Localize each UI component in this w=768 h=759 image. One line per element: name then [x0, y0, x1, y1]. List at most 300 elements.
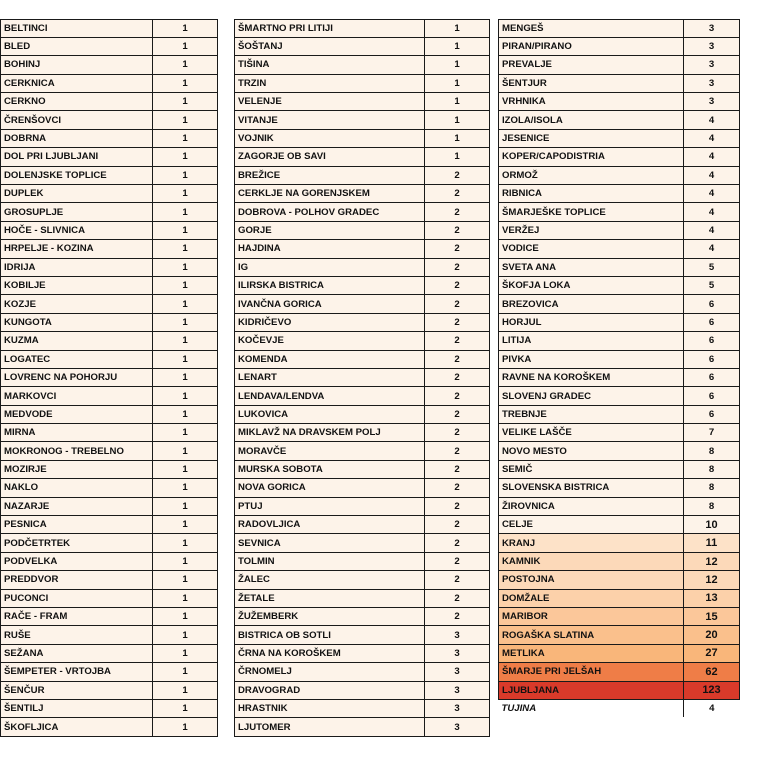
count-cell[interactable]: 6 [684, 350, 740, 368]
municipality-name-cell[interactable]: IVANČNA GORICA [235, 295, 425, 313]
count-cell[interactable]: 1 [153, 516, 218, 534]
count-cell[interactable]: 5 [684, 258, 740, 276]
municipality-name-cell[interactable]: ČRNOMELJ [235, 663, 425, 681]
table-row [1, 56, 218, 74]
table-row [1, 699, 218, 717]
table-row [499, 479, 740, 497]
municipality-name-cell[interactable]: CERKLJE NA GORENJSKEM [235, 185, 425, 203]
table-row [235, 276, 490, 294]
municipality-name-cell[interactable]: DOBROVA - POLHOV GRADEC [235, 203, 425, 221]
count-cell[interactable]: 1 [425, 148, 490, 166]
municipality-name-cell[interactable]: GROSUPLJE [1, 203, 153, 221]
municipality-name-cell[interactable]: PIVKA [499, 350, 684, 368]
count-cell[interactable]: 1 [153, 571, 218, 589]
municipality-name-cell[interactable]: MIKLAVŽ NA DRAVSKEM POLJ [235, 424, 425, 442]
count-cell[interactable]: 1 [153, 497, 218, 515]
count-cell[interactable]: 2 [425, 185, 490, 203]
municipality-name-cell[interactable]: HOČE - SLIVNICA [1, 221, 153, 239]
count-cell[interactable]: 1 [153, 699, 218, 717]
count-cell[interactable]: 6 [684, 405, 740, 423]
municipality-name-cell[interactable]: HRASTNIK [235, 699, 425, 717]
municipality-name-cell[interactable]: ŠMARTNO PRI LITIJI [235, 19, 425, 37]
table-row [235, 460, 490, 478]
municipality-name-cell[interactable]: KUNGOTA [1, 313, 153, 331]
municipality-name-cell[interactable]: NOVO MESTO [499, 442, 684, 460]
municipality-name-cell[interactable]: LJUBLJANA [499, 681, 684, 699]
count-cell[interactable]: 5 [684, 276, 740, 294]
municipality-name-cell[interactable]: BOHINJ [1, 56, 153, 74]
count-cell[interactable]: 27 [684, 644, 740, 662]
table-row [499, 534, 740, 552]
count-cell[interactable]: 123 [684, 681, 740, 699]
municipality-name-cell[interactable]: DRAVOGRAD [235, 681, 425, 699]
count-cell[interactable]: 2 [425, 589, 490, 607]
count-cell[interactable]: 3 [425, 644, 490, 662]
count-cell[interactable]: 8 [684, 442, 740, 460]
table-row [1, 129, 218, 147]
table-row [235, 699, 490, 717]
municipality-name-cell[interactable]: KOPER/CAPODISTRIA [499, 148, 684, 166]
count-cell[interactable]: 1 [153, 387, 218, 405]
count-cell[interactable]: 1 [153, 681, 218, 699]
municipality-name-cell[interactable]: DOL PRI LJUBLJANI [1, 148, 153, 166]
municipality-name-cell[interactable]: MOKRONOG - TREBELNO [1, 442, 153, 460]
table-row [235, 166, 490, 184]
table-row [499, 442, 740, 460]
count-cell[interactable]: 1 [153, 424, 218, 442]
count-cell[interactable]: 2 [425, 387, 490, 405]
municipality-name-cell[interactable]: VOJNIK [235, 129, 425, 147]
count-cell[interactable]: 1 [425, 19, 490, 37]
municipality-name-cell[interactable]: BISTRICA OB SOTLI [235, 626, 425, 644]
count-cell[interactable]: 1 [153, 93, 218, 111]
municipality-name-cell[interactable]: SLOVENJ GRADEC [499, 387, 684, 405]
table-row [235, 534, 490, 552]
table-row [499, 203, 740, 221]
table-row [235, 19, 490, 37]
count-cell[interactable]: 3 [684, 19, 740, 37]
municipality-name-cell[interactable]: ČRNA NA KOROŠKEM [235, 644, 425, 662]
municipality-name-cell[interactable]: MOZIRJE [1, 460, 153, 478]
municipality-name-cell[interactable]: JESENICE [499, 129, 684, 147]
count-cell[interactable]: 6 [684, 313, 740, 331]
count-cell[interactable]: 8 [684, 460, 740, 478]
count-cell[interactable]: 1 [153, 203, 218, 221]
municipality-name-cell[interactable]: CELJE [499, 516, 684, 534]
count-cell[interactable]: 4 [684, 148, 740, 166]
table-row [499, 589, 740, 607]
count-cell[interactable]: 6 [684, 387, 740, 405]
count-cell[interactable]: 1 [153, 166, 218, 184]
count-cell[interactable]: 4 [684, 221, 740, 239]
count-cell[interactable]: 12 [684, 571, 740, 589]
table-row [1, 185, 218, 203]
municipality-name-cell[interactable]: RAVNE NA KOROŠKEM [499, 368, 684, 386]
count-cell[interactable]: 11 [684, 534, 740, 552]
count-cell[interactable]: 3 [425, 699, 490, 717]
table-row [235, 368, 490, 386]
municipality-name-cell[interactable]: ŠOŠTANJ [235, 37, 425, 55]
table-row [1, 479, 218, 497]
table-row [1, 644, 218, 662]
count-cell[interactable]: 1 [425, 37, 490, 55]
municipality-name-cell[interactable]: ORMOŽ [499, 166, 684, 184]
count-cell[interactable]: 2 [425, 479, 490, 497]
count-cell[interactable]: 2 [425, 295, 490, 313]
count-cell[interactable]: 1 [153, 19, 218, 37]
count-cell[interactable]: 1 [153, 608, 218, 626]
count-cell[interactable]: 1 [425, 111, 490, 129]
municipality-name-cell[interactable]: ŠENTILJ [1, 699, 153, 717]
municipality-name-cell[interactable]: DOBRNA [1, 129, 153, 147]
table-row [235, 424, 490, 442]
count-cell[interactable]: 2 [425, 240, 490, 258]
municipality-name-cell[interactable]: SLOVENSKA BISTRICA [499, 479, 684, 497]
count-cell[interactable]: 1 [153, 332, 218, 350]
count-cell[interactable]: 8 [684, 497, 740, 515]
municipality-name-cell[interactable]: PREDDVOR [1, 571, 153, 589]
table-row [499, 608, 740, 626]
municipality-name-cell[interactable]: LUKOVICA [235, 405, 425, 423]
municipality-name-cell[interactable]: MIRNA [1, 424, 153, 442]
municipality-name-cell[interactable]: ŽUŽEMBERK [235, 608, 425, 626]
table-row [499, 699, 740, 717]
count-cell[interactable]: 2 [425, 571, 490, 589]
count-cell[interactable]: 2 [425, 368, 490, 386]
municipality-name-cell[interactable]: METLIKA [499, 644, 684, 662]
municipality-name-cell[interactable]: TOLMIN [235, 552, 425, 570]
count-cell[interactable]: 3 [684, 93, 740, 111]
table-row [235, 129, 490, 147]
municipality-name-cell[interactable]: IG [235, 258, 425, 276]
municipality-name-cell[interactable]: GORJE [235, 221, 425, 239]
table-row [235, 608, 490, 626]
municipality-name-cell[interactable]: NAKLO [1, 479, 153, 497]
count-cell[interactable]: 3 [684, 37, 740, 55]
count-cell[interactable]: 1 [153, 718, 218, 736]
municipality-name-cell[interactable]: RUŠE [1, 626, 153, 644]
count-cell[interactable]: 1 [153, 313, 218, 331]
table-row [235, 111, 490, 129]
table-row [499, 663, 740, 681]
municipality-name-cell[interactable]: HAJDINA [235, 240, 425, 258]
municipality-name-cell[interactable]: LITIJA [499, 332, 684, 350]
count-cell[interactable]: 3 [425, 626, 490, 644]
municipality-name-cell[interactable]: DUPLEK [1, 185, 153, 203]
count-cell[interactable]: 2 [425, 552, 490, 570]
municipality-name-cell[interactable]: SEMIČ [499, 460, 684, 478]
table-row [1, 221, 218, 239]
count-cell[interactable]: 3 [425, 681, 490, 699]
table-row [1, 424, 218, 442]
count-cell[interactable]: 4 [684, 699, 740, 717]
municipality-name-cell[interactable]: MORAVČE [235, 442, 425, 460]
count-cell[interactable]: 1 [153, 626, 218, 644]
municipality-name-cell[interactable]: VITANJE [235, 111, 425, 129]
count-cell[interactable]: 1 [153, 534, 218, 552]
count-cell[interactable]: 4 [684, 203, 740, 221]
municipality-name-cell[interactable]: MARKOVCI [1, 387, 153, 405]
count-cell[interactable]: 4 [684, 166, 740, 184]
table-row [499, 129, 740, 147]
count-cell[interactable]: 6 [684, 332, 740, 350]
count-cell[interactable]: 1 [153, 589, 218, 607]
municipality-name-cell[interactable]: LENART [235, 368, 425, 386]
municipality-name-cell[interactable]: PIRAN/PIRANO [499, 37, 684, 55]
table-row [235, 332, 490, 350]
table-row [1, 626, 218, 644]
count-cell[interactable]: 2 [425, 350, 490, 368]
count-cell[interactable]: 1 [153, 663, 218, 681]
count-cell[interactable]: 6 [684, 368, 740, 386]
municipality-name-cell[interactable]: IZOLA/ISOLA [499, 111, 684, 129]
count-cell[interactable]: 2 [425, 442, 490, 460]
municipality-name-cell[interactable]: NOVA GORICA [235, 479, 425, 497]
count-cell[interactable]: 12 [684, 552, 740, 570]
municipality-name-cell[interactable]: KUZMA [1, 332, 153, 350]
count-cell[interactable]: 1 [153, 276, 218, 294]
table-row [235, 663, 490, 681]
count-cell[interactable]: 62 [684, 663, 740, 681]
count-cell[interactable]: 10 [684, 516, 740, 534]
table-row [1, 608, 218, 626]
count-cell[interactable]: 1 [153, 295, 218, 313]
table-column-1 [0, 19, 218, 737]
table-row [1, 313, 218, 331]
table-row [235, 313, 490, 331]
count-cell[interactable]: 20 [684, 626, 740, 644]
count-cell[interactable]: 2 [425, 258, 490, 276]
municipality-name-cell[interactable]: MURSKA SOBOTA [235, 460, 425, 478]
table-row [499, 681, 740, 699]
count-cell[interactable]: 1 [153, 148, 218, 166]
table-row [499, 313, 740, 331]
table-row [235, 350, 490, 368]
municipality-name-cell[interactable]: ČRENŠOVCI [1, 111, 153, 129]
count-cell[interactable]: 1 [153, 221, 218, 239]
table-row [499, 516, 740, 534]
count-cell[interactable]: 1 [153, 74, 218, 92]
municipality-name-cell[interactable]: PTUJ [235, 497, 425, 515]
municipality-name-cell[interactable]: ZAGORJE OB SAVI [235, 148, 425, 166]
table-row [235, 295, 490, 313]
municipality-name-cell[interactable]: VRHNIKA [499, 93, 684, 111]
count-cell[interactable]: 2 [425, 221, 490, 239]
table-row [499, 644, 740, 662]
municipality-name-cell[interactable]: BLED [1, 37, 153, 55]
table-row [235, 185, 490, 203]
municipality-name-cell[interactable]: ŽALEC [235, 571, 425, 589]
table-row [1, 663, 218, 681]
municipality-name-cell[interactable]: VELENJE [235, 93, 425, 111]
municipality-name-cell[interactable]: PESNICA [1, 516, 153, 534]
municipality-name-cell[interactable]: ŠKOFJA LOKA [499, 276, 684, 294]
municipality-name-cell[interactable]: MARIBOR [499, 608, 684, 626]
municipality-name-cell[interactable]: KIDRIČEVO [235, 313, 425, 331]
municipality-name-cell[interactable]: LJUTOMER [235, 718, 425, 736]
table-row [1, 534, 218, 552]
municipality-name-cell[interactable]: CERKNO [1, 93, 153, 111]
municipality-name-cell[interactable]: HRPELJE - KOZINA [1, 240, 153, 258]
municipality-name-cell[interactable]: POSTOJNA [499, 571, 684, 589]
count-cell[interactable]: 15 [684, 608, 740, 626]
count-cell[interactable]: 1 [425, 74, 490, 92]
count-cell[interactable]: 1 [153, 552, 218, 570]
municipality-name-cell[interactable]: BELTINCI [1, 19, 153, 37]
count-cell[interactable]: 2 [425, 460, 490, 478]
municipality-name-cell[interactable]: ŽETALE [235, 589, 425, 607]
count-cell[interactable]: 2 [425, 313, 490, 331]
count-cell[interactable]: 1 [153, 442, 218, 460]
count-cell[interactable]: 1 [153, 111, 218, 129]
table-row [1, 442, 218, 460]
count-cell[interactable]: 3 [425, 663, 490, 681]
count-cell[interactable]: 4 [684, 111, 740, 129]
count-cell[interactable]: 1 [425, 56, 490, 74]
municipality-name-cell[interactable]: LENDAVA/LENDVA [235, 387, 425, 405]
municipality-name-cell[interactable]: MENGEŠ [499, 19, 684, 37]
count-cell[interactable]: 2 [425, 608, 490, 626]
municipality-name-cell[interactable]: BREZOVICA [499, 295, 684, 313]
municipality-name-cell[interactable]: KRANJ [499, 534, 684, 552]
municipality-name-cell[interactable]: ILIRSKA BISTRICA [235, 276, 425, 294]
table-row [235, 626, 490, 644]
municipality-name-cell[interactable]: DOMŽALE [499, 589, 684, 607]
municipality-name-cell[interactable]: KAMNIK [499, 552, 684, 570]
municipality-name-cell[interactable]: KOZJE [1, 295, 153, 313]
table-row [499, 552, 740, 570]
table-row [499, 571, 740, 589]
municipality-name-cell[interactable]: ŠENTJUR [499, 74, 684, 92]
municipality-name-cell[interactable]: ŠMARJEŠKE TOPLICE [499, 203, 684, 221]
count-cell[interactable]: 8 [684, 479, 740, 497]
table-row [499, 148, 740, 166]
count-cell[interactable]: 3 [684, 74, 740, 92]
count-cell[interactable]: 3 [425, 718, 490, 736]
count-cell[interactable]: 2 [425, 203, 490, 221]
municipality-name-cell[interactable]: LOVRENC NA POHORJU [1, 368, 153, 386]
municipality-name-cell[interactable]: HORJUL [499, 313, 684, 331]
count-cell[interactable]: 1 [153, 368, 218, 386]
count-cell[interactable]: 13 [684, 589, 740, 607]
count-cell[interactable]: 2 [425, 166, 490, 184]
municipality-name-cell[interactable]: PODVELKA [1, 552, 153, 570]
municipality-name-cell[interactable]: BREŽICE [235, 166, 425, 184]
table-row [1, 387, 218, 405]
municipality-name-cell[interactable]: VODICE [499, 240, 684, 258]
count-cell[interactable]: 6 [684, 295, 740, 313]
municipality-name-cell[interactable]: CERKNICA [1, 74, 153, 92]
municipality-name-cell[interactable]: PODČETRTEK [1, 534, 153, 552]
count-cell[interactable]: 1 [153, 644, 218, 662]
municipality-name-cell[interactable]: KOBILJE [1, 276, 153, 294]
count-cell[interactable]: 1 [425, 93, 490, 111]
municipality-name-cell[interactable]: VELIKE LAŠČE [499, 424, 684, 442]
table-row [499, 350, 740, 368]
table-row [499, 93, 740, 111]
count-cell[interactable]: 1 [153, 479, 218, 497]
count-cell[interactable]: 1 [153, 258, 218, 276]
municipality-name-cell[interactable]: TRZIN [235, 74, 425, 92]
municipality-name-cell[interactable]: PUCONCI [1, 589, 153, 607]
municipality-name-cell[interactable]: ŠKOFLJICA [1, 718, 153, 736]
table-row [1, 497, 218, 515]
municipality-name-cell[interactable]: ŠMARJE PRI JELŠAH [499, 663, 684, 681]
municipality-name-cell[interactable]: SVETA ANA [499, 258, 684, 276]
count-cell[interactable]: 1 [153, 185, 218, 203]
municipality-name-cell[interactable]: TREBNJE [499, 405, 684, 423]
municipality-name-cell[interactable]: ŠENČUR [1, 681, 153, 699]
table-row [499, 240, 740, 258]
table-row [499, 185, 740, 203]
municipality-name-cell[interactable]: TUJINA [499, 699, 684, 717]
municipality-name-cell[interactable]: PREVALJE [499, 56, 684, 74]
municipality-name-cell[interactable]: IDRIJA [1, 258, 153, 276]
count-cell[interactable]: 2 [425, 276, 490, 294]
count-cell[interactable]: 7 [684, 424, 740, 442]
count-cell[interactable]: 2 [425, 424, 490, 442]
count-cell[interactable]: 1 [425, 129, 490, 147]
table-row [499, 497, 740, 515]
municipality-name-cell[interactable]: ŠEMPETER - VRTOJBA [1, 663, 153, 681]
municipality-name-cell[interactable]: ROGAŠKA SLATINA [499, 626, 684, 644]
municipality-name-cell[interactable]: MEDVODE [1, 405, 153, 423]
count-cell[interactable]: 2 [425, 332, 490, 350]
table-row [1, 19, 218, 37]
municipality-name-cell[interactable]: TIŠINA [235, 56, 425, 74]
count-cell[interactable]: 1 [153, 240, 218, 258]
count-cell[interactable]: 4 [684, 240, 740, 258]
municipality-name-cell[interactable]: KOMENDA [235, 350, 425, 368]
table-row [235, 571, 490, 589]
count-cell[interactable]: 2 [425, 534, 490, 552]
count-cell[interactable]: 1 [153, 405, 218, 423]
municipality-name-cell[interactable]: RAČE - FRAM [1, 608, 153, 626]
table-row [499, 405, 740, 423]
table-row [235, 644, 490, 662]
table-row [235, 387, 490, 405]
municipality-name-cell[interactable]: SEŽANA [1, 644, 153, 662]
municipality-name-cell[interactable]: KOČEVJE [235, 332, 425, 350]
municipality-name-cell[interactable]: RADOVLJICA [235, 516, 425, 534]
count-cell[interactable]: 1 [153, 37, 218, 55]
municipality-name-cell[interactable]: VERŽEJ [499, 221, 684, 239]
table-row [1, 111, 218, 129]
table-row [235, 552, 490, 570]
count-cell[interactable]: 1 [153, 129, 218, 147]
count-cell[interactable]: 2 [425, 516, 490, 534]
count-cell[interactable]: 3 [684, 56, 740, 74]
table-row [1, 460, 218, 478]
municipality-name-cell[interactable]: SEVNICA [235, 534, 425, 552]
count-cell[interactable]: 1 [153, 350, 218, 368]
municipality-name-cell[interactable]: RIBNICA [499, 185, 684, 203]
count-cell[interactable]: 1 [153, 460, 218, 478]
table-row [235, 589, 490, 607]
municipality-name-cell[interactable]: NAZARJE [1, 497, 153, 515]
count-cell[interactable]: 1 [153, 56, 218, 74]
count-cell[interactable]: 4 [684, 185, 740, 203]
table-row [1, 295, 218, 313]
table-row [1, 93, 218, 111]
count-cell[interactable]: 2 [425, 497, 490, 515]
count-cell[interactable]: 4 [684, 129, 740, 147]
municipality-name-cell[interactable]: ŽIROVNICA [499, 497, 684, 515]
municipality-name-cell[interactable]: DOLENJSKE TOPLICE [1, 166, 153, 184]
municipality-name-cell[interactable]: LOGATEC [1, 350, 153, 368]
table-row [1, 405, 218, 423]
count-cell[interactable]: 2 [425, 405, 490, 423]
